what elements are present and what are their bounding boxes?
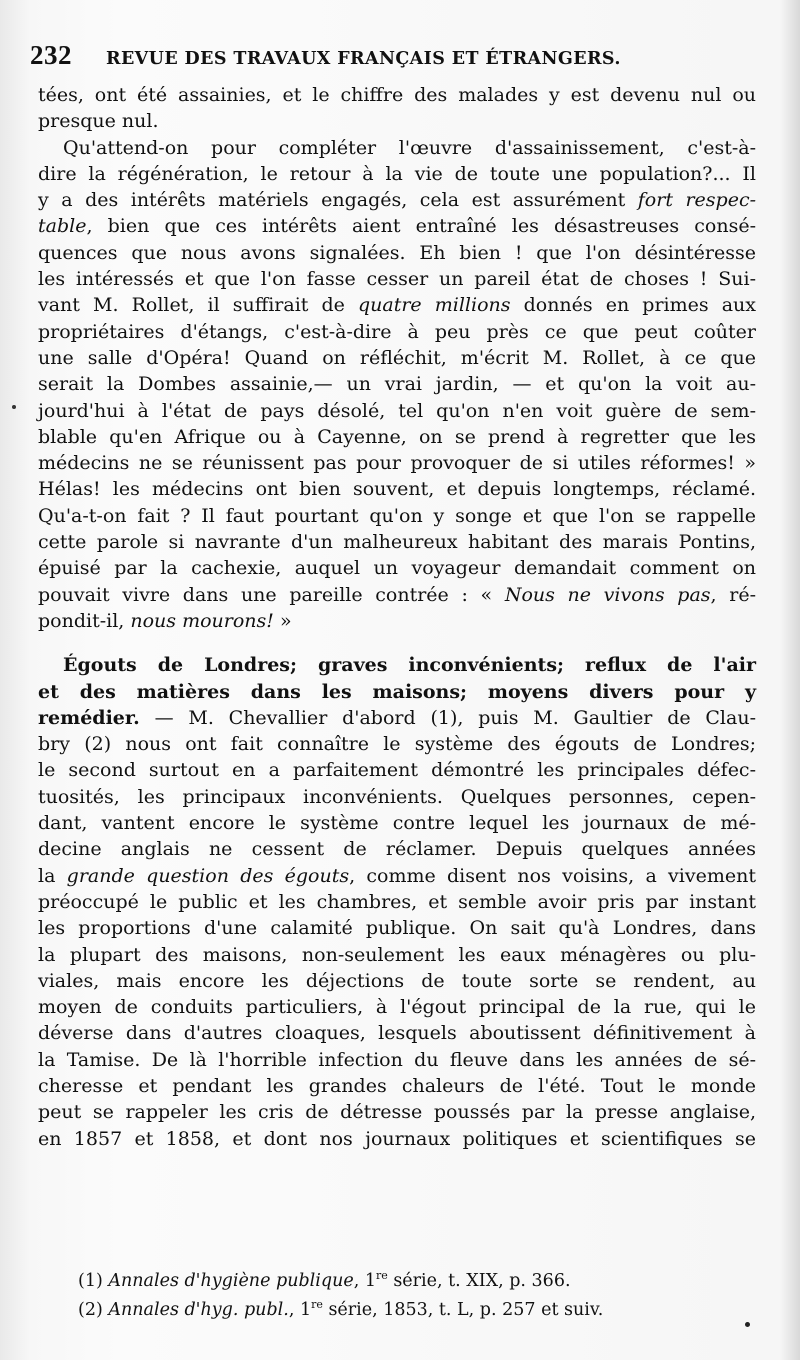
- text-line: Qu'attend-on pour compléter l'œuvre d'assainissement, c'est-à-: [63, 136, 756, 159]
- text-line: cheresse et pendant les grandes chaleurs de l'été. Tout le monde: [38, 1074, 756, 1097]
- text-line: une salle d'Opéra! Quand on réfléchit, m'écrit M. Rollet, à ce que: [38, 346, 756, 369]
- text-line: [38, 213, 756, 239]
- text-line: dant, vantent encore le système contre lequel les journaux de mé-: [38, 812, 756, 835]
- text-line: les proportions d'une calamité publique. On sait qu'à Londres, dans: [38, 917, 756, 940]
- text-segment: , bien que ces intérêts aient entraîné les désastreuses consé-: [86, 215, 756, 238]
- text-line: la plupart des maisons, non-seulement les eaux ménagères ou plu-: [38, 943, 756, 966]
- text-line: dire la régénération, le retour à la vie de toute une population?... Il: [38, 162, 756, 185]
- italic-phrase: Nous ne vivons pas: [504, 583, 711, 606]
- text-line: les intéressés et que l'on fasse cesser un pareil état de choses ! Sui-: [38, 268, 756, 291]
- footnotes: [78, 1264, 768, 1322]
- text-line: quences que nous avons signalées. Eh bien ! que l'on désintéresse: [38, 241, 756, 264]
- text-line: le second surtout en a parfaitement démontré les principales défec-: [38, 759, 756, 782]
- text-segment: donnés en primes aux: [510, 294, 757, 317]
- text-line: presque nul.: [38, 110, 159, 133]
- text-segment: , ré-: [710, 583, 756, 606]
- text-segment: vant M. Rollet, il suffirait de: [38, 294, 358, 317]
- text-segment: y a des intérêts matériels engagés, cela est assurément: [38, 189, 638, 212]
- text-line: déverse dans d'autres cloaques, lesquels aboutissent définitivement à: [38, 1022, 756, 1045]
- text-line: jourd'hui à l'état de pays désolé, tel qu'on n'en voit guère de sem-: [38, 399, 756, 422]
- text-line: [38, 582, 756, 608]
- text-line: cette parole si navrante d'un malheureux habitant des marais Pontins,: [38, 531, 756, 554]
- text-line: médecins ne se réunissent pas pour provoquer de si utiles réformes! »: [38, 452, 756, 475]
- text-line: [38, 705, 756, 731]
- italic-phrase: table: [38, 215, 87, 238]
- footnote-rest: série, 1853, t. L, p. 257 et suiv.: [322, 1299, 604, 1320]
- section-heading-line: remédier.: [38, 706, 140, 729]
- text-segment: — M. Chevallier d'abord (1), puis M. Gaultier de Clau-: [139, 706, 756, 729]
- text-line: viales, mais encore les déjections de toute sorte se rendent, au: [38, 969, 756, 992]
- text-line: moyen de conduits particuliers, à l'égout principal de la rue, qui le: [38, 996, 756, 1019]
- text-segment: pouvait vivre dans une pareille contrée : «: [38, 583, 505, 606]
- text-line: Qu'a-t-on fait ? Il faut pourtant qu'on y songe et que l'on se rappelle: [38, 504, 756, 527]
- page-body: [38, 82, 756, 1152]
- text-segment: »: [273, 609, 292, 632]
- running-title: REVUE DES TRAVAUX FRANÇAIS ET ÉTRANGERS.: [106, 49, 621, 69]
- footnote-title: Annales d'hygiène publique: [108, 1270, 354, 1291]
- page-number: 232: [30, 40, 72, 70]
- footnote-series-num: 1: [364, 1270, 376, 1291]
- footnote: (2) Annales d'hyg. publ., 1re série, 1853, t. L, p. 257 et suiv.: [78, 1297, 604, 1320]
- italic-phrase: nous mourons!: [130, 609, 274, 632]
- text-line: tuosités, les principaux inconvénients. Quelques personnes, cepen-: [38, 785, 756, 808]
- text-line: bry (2) nous ont fait connaître le système des égouts de Londres;: [38, 733, 756, 756]
- text-line: tées, ont été assainies, et le chiffre des malades y est devenu nul ou: [38, 84, 756, 106]
- margin-mark: [12, 405, 16, 409]
- footnote-series-sup: re: [375, 1269, 388, 1282]
- footnote-title: Annales d'hyg. publ.: [108, 1299, 289, 1320]
- text-line: decine anglais ne cessent de réclamer. Depuis quelques années: [38, 838, 756, 861]
- footnote-series-num: 1: [299, 1299, 312, 1320]
- section-heading-line: Égouts de Londres; graves inconvénients; reflux de l'air: [63, 654, 756, 677]
- text-line: Hélas! les médecins ont bien souvent, et depuis longtemps, réclamé.: [38, 478, 756, 501]
- text-line: épuisé par la cachexie, auquel un voyageur demandait comment on: [38, 557, 756, 580]
- text-segment: , comme disent nos voisins, a vivement: [349, 864, 756, 887]
- text-line: serait la Dombes assainie,— un vrai jardin, — et qu'on la voit au-: [38, 373, 756, 396]
- text-line: préoccupé le public et les chambres, et semble avoir pris par instant: [38, 890, 756, 913]
- text-line: [38, 608, 756, 634]
- footnote-mark: (1): [78, 1270, 103, 1291]
- text-line: blable qu'en Afrique ou à Cayenne, on se prend à regretter que les: [38, 425, 756, 448]
- text-segment: pondit-il,: [38, 609, 131, 632]
- text-segment: la: [38, 864, 67, 887]
- italic-phrase: fort respec-: [637, 189, 757, 212]
- footnote-series-sup: re: [311, 1297, 323, 1311]
- section-heading-line: et des matières dans les maisons; moyens divers pour y: [38, 680, 756, 703]
- page-header: [30, 40, 770, 71]
- text-line: la Tamise. De là l'horrible infection du fleuve dans les années de sé-: [38, 1048, 756, 1071]
- text-line: en 1857 et 1858, et dont nos journaux politiques et scientifiques se: [38, 1127, 756, 1150]
- footnote: (1) Annales d'hygiène publique, 1re série, t. XIX, p. 366.: [78, 1269, 571, 1291]
- italic-phrase: grande question des égouts: [66, 864, 350, 887]
- page-mark: [745, 1322, 750, 1327]
- text-line: [38, 292, 756, 318]
- footnote-mark: (2): [78, 1299, 103, 1320]
- text-line: [38, 863, 756, 889]
- footnote-rest: série, t. XIX, p. 366.: [387, 1270, 571, 1291]
- text-line: propriétaires d'étangs, c'est-à-dire à peu près ce que peut coûter: [38, 320, 756, 343]
- text-line: [38, 187, 756, 213]
- text-line: peut se rappeler les cris de détresse poussés par la presse anglaise,: [38, 1101, 756, 1124]
- italic-phrase: quatre millions: [357, 294, 511, 317]
